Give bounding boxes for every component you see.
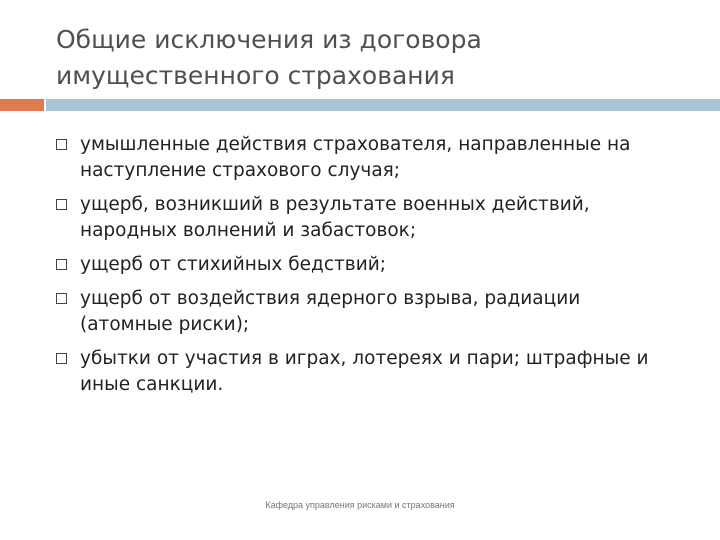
list-item <box>56 252 676 278</box>
checkbox-square-icon <box>56 199 67 210</box>
checkbox-square-icon <box>56 353 67 364</box>
list-item-line: иные санкции. <box>80 374 224 395</box>
exclusions-list <box>56 132 676 406</box>
slide-title-line-1: Общие исключения из договора <box>56 25 482 54</box>
slide-footer: Кафедра управления рисками и страхования <box>265 500 455 510</box>
list-item-line: ущерб от стихийных бедствий; <box>80 254 386 275</box>
slide-title-line-2: имущественного страхования <box>56 61 455 90</box>
list-item <box>56 132 676 184</box>
list-item-line: ущерб от воздействия ядерного взрыва, радиации <box>80 288 581 309</box>
list-item-line: наступление страхового случая; <box>80 160 401 181</box>
slide-title <box>56 22 656 94</box>
checkbox-square-icon <box>56 293 67 304</box>
list-item-line: ущерб, возникший в результате военных действий, <box>80 194 590 215</box>
list-item-line: убытки от участия в играх, лотереях и пари; штрафные и <box>80 348 649 369</box>
title-divider-bar <box>46 99 720 111</box>
checkbox-square-icon <box>56 139 67 150</box>
list-item <box>56 286 676 338</box>
checkbox-square-icon <box>56 259 67 270</box>
list-item <box>56 192 676 244</box>
list-item <box>56 346 676 398</box>
list-item-line: умышленные действия страхователя, направленные на <box>80 134 631 155</box>
list-item-line: народных волнений и забастовок; <box>80 220 417 241</box>
title-divider-accent <box>0 99 44 111</box>
list-item-line: (атомные риски); <box>80 314 250 335</box>
